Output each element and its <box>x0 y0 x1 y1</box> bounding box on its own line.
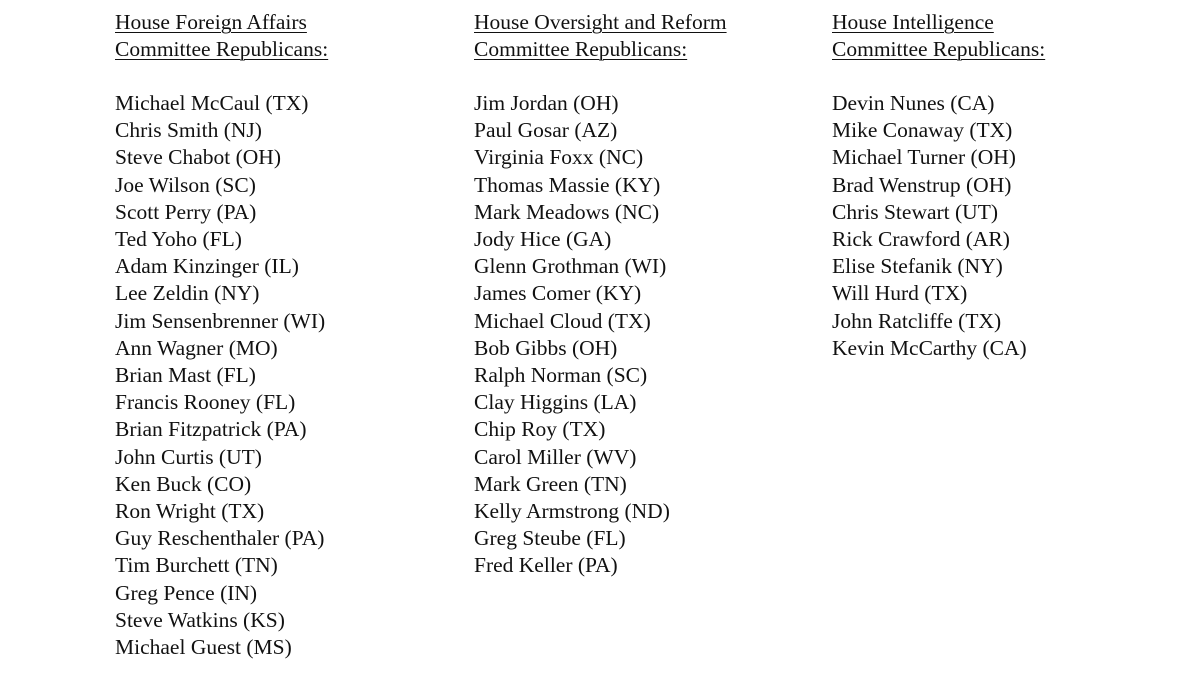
member-list <box>115 90 455 661</box>
member-name: Ralph Norman (SC) <box>474 363 648 388</box>
committee-heading-line-2: Committee Republicans: <box>115 37 329 61</box>
member-name: Bob Gibbs (OH) <box>474 335 618 360</box>
member-name: Chris Smith (NJ) <box>115 118 262 143</box>
member-name: Michael McCaul (TX) <box>115 91 309 115</box>
member-list <box>474 90 814 580</box>
member-name: Greg Steube (FL) <box>474 526 626 551</box>
member-name: Adam Kinzinger (IL) <box>115 254 299 279</box>
member-name: Rick Crawford (AR) <box>832 227 1010 252</box>
member-name: Joe Wilson (SC) <box>115 172 256 197</box>
committee-heading-line-2: Committee Republicans: <box>832 37 1046 61</box>
member-name: Jim Jordan (OH) <box>474 91 619 115</box>
member-name: Ken Buck (CO) <box>115 471 252 496</box>
member-name: Ted Yoho (FL) <box>115 227 242 252</box>
committee-heading-line-1: House Intelligence <box>832 10 994 34</box>
member-name: Steve Watkins (KS) <box>115 607 285 632</box>
member-name: John Ratcliffe (TX) <box>832 308 1002 333</box>
member-name: James Comer (KY) <box>474 281 642 306</box>
member-name: Thomas Massie (KY) <box>474 172 661 197</box>
member-name: Paul Gosar (AZ) <box>474 118 618 143</box>
member-name: Kelly Armstrong (ND) <box>474 499 670 524</box>
member-name: Michael Guest (MS) <box>115 635 292 660</box>
member-name: Ann Wagner (MO) <box>115 335 278 360</box>
member-name: Glenn Grothman (WI) <box>474 254 667 279</box>
member-name: Mike Conaway (TX) <box>832 118 1013 143</box>
member-name: Michael Turner (OH) <box>832 145 1016 170</box>
member-name: Brad Wenstrup (OH) <box>832 172 1012 197</box>
member-name: Lee Zeldin (NY) <box>115 281 260 306</box>
member-name: Fred Keller (PA) <box>474 553 618 578</box>
member-name: Clay Higgins (LA) <box>474 390 637 415</box>
member-name: Virginia Foxx (NC) <box>474 145 644 170</box>
committee-column-foreign-affairs <box>115 9 455 661</box>
committee-heading-line-2: Committee Republicans: <box>474 37 688 61</box>
member-name: Jim Sensenbrenner (WI) <box>115 308 326 333</box>
member-name: Francis Rooney (FL) <box>115 390 296 415</box>
member-name: Elise Stefanik (NY) <box>832 254 1003 279</box>
member-name: Brian Fitzpatrick (PA) <box>115 417 307 442</box>
member-list <box>832 90 1172 362</box>
member-name: Steve Chabot (OH) <box>115 145 281 170</box>
member-name: Devin Nunes (CA) <box>832 91 995 115</box>
member-name: Mark Green (TN) <box>474 471 627 496</box>
member-name: Chip Roy (TX) <box>474 417 606 442</box>
member-name: Scott Perry (PA) <box>115 199 257 224</box>
committee-column-oversight-reform <box>474 9 814 580</box>
member-name: Michael Cloud (TX) <box>474 308 651 333</box>
member-name: Mark Meadows (NC) <box>474 199 660 224</box>
committee-heading <box>474 9 814 63</box>
member-name: Greg Pence (IN) <box>115 580 258 605</box>
member-name: Tim Burchett (TN) <box>115 553 278 578</box>
member-name: Jody Hice (GA) <box>474 227 612 252</box>
member-name: Guy Reschenthaler (PA) <box>115 526 325 551</box>
member-name: Kevin McCarthy (CA) <box>832 335 1027 360</box>
committee-heading-line-1: House Oversight and Reform <box>474 10 727 34</box>
committee-heading-line-1: House Foreign Affairs <box>115 10 307 34</box>
member-name: Ron Wright (TX) <box>115 499 265 524</box>
committee-heading <box>115 9 455 63</box>
member-name: Brian Mast (FL) <box>115 363 256 388</box>
member-name: John Curtis (UT) <box>115 444 262 469</box>
committee-column-intelligence <box>832 9 1172 362</box>
member-name: Carol Miller (WV) <box>474 444 637 469</box>
member-name: Chris Stewart (UT) <box>832 199 998 224</box>
committee-heading <box>832 9 1172 63</box>
member-name: Will Hurd (TX) <box>832 281 968 306</box>
